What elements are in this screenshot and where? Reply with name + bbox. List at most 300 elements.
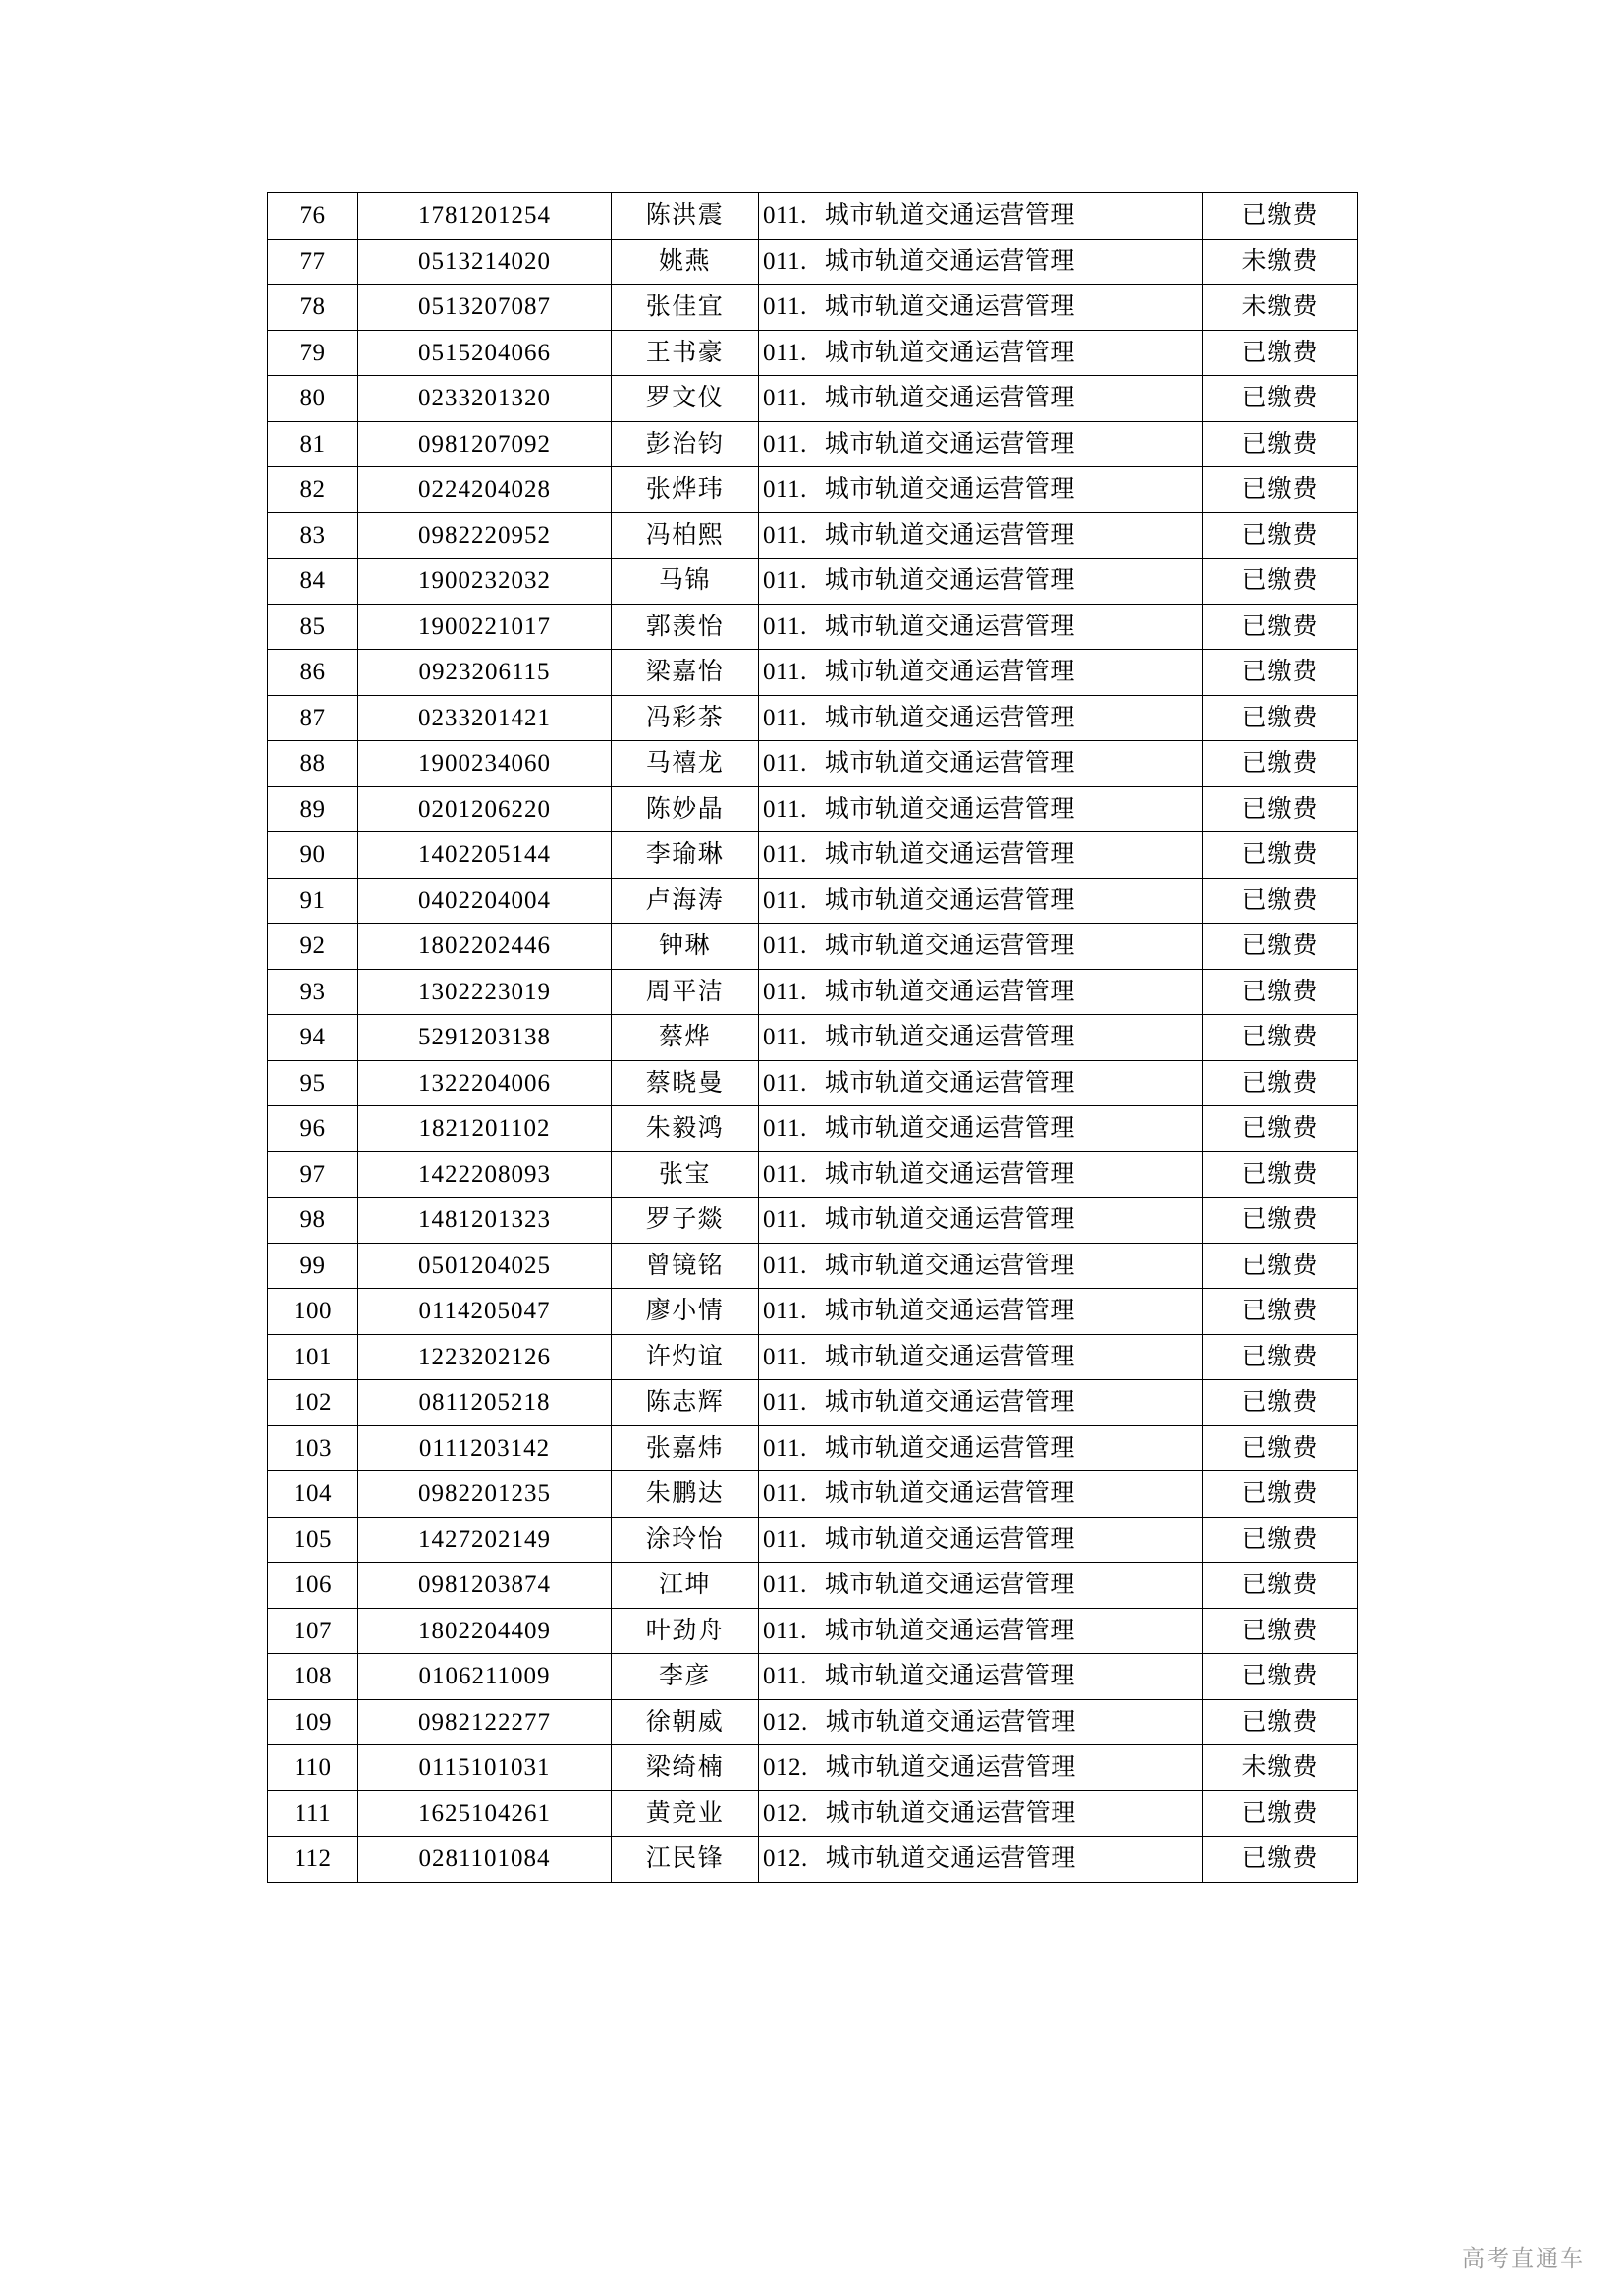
- major-code: 011.: [763, 933, 807, 960]
- major-inner: [763, 1801, 1198, 1826]
- roster-table: [267, 192, 1358, 1883]
- cell-candidate-id: 0402204004: [358, 878, 612, 924]
- cell-payment-status: 已缴费: [1203, 786, 1358, 832]
- cell-student-name: 冯彩茶: [612, 695, 759, 741]
- cell-student-name: 陈洪震: [612, 193, 759, 240]
- cell-student-name: 叶劲舟: [612, 1608, 759, 1654]
- major-code: 012.: [763, 1708, 808, 1735]
- cell-payment-status: 已缴费: [1203, 1837, 1358, 1883]
- major-code: 011.: [763, 1343, 807, 1370]
- cell-student-name: 钟琳: [612, 924, 759, 970]
- major-code: 011.: [763, 1572, 807, 1599]
- major-code: 011.: [763, 1024, 807, 1051]
- cell-payment-status: 已缴费: [1203, 1563, 1358, 1609]
- cell-major: [759, 1699, 1203, 1745]
- table-row: [268, 969, 1358, 1015]
- major-name: 城市轨道交通运营管理: [824, 1572, 1075, 1599]
- cell-major: [759, 1151, 1203, 1198]
- major-name: 城市轨道交通运营管理: [825, 1754, 1076, 1782]
- major-code: 011.: [763, 704, 807, 731]
- major-inner: [763, 980, 1198, 1004]
- major-name: 城市轨道交通运营管理: [824, 430, 1075, 457]
- cell-payment-status: 已缴费: [1203, 1380, 1358, 1426]
- major-code: 011.: [763, 659, 807, 686]
- cell-index: 95: [268, 1060, 358, 1106]
- cell-major: [759, 741, 1203, 787]
- cell-payment-status: 已缴费: [1203, 878, 1358, 924]
- cell-candidate-id: 0982220952: [358, 512, 612, 559]
- major-name: 城市轨道交通运营管理: [824, 1115, 1075, 1143]
- cell-major: [759, 1563, 1203, 1609]
- major-code: 011.: [763, 339, 807, 366]
- cell-major: [759, 1015, 1203, 1061]
- major-code: 011.: [763, 521, 807, 549]
- major-name: 城市轨道交通运营管理: [824, 841, 1075, 869]
- watermark-label: 高考直通车: [1462, 2245, 1585, 2270]
- major-inner: [763, 1071, 1198, 1095]
- cell-payment-status: 已缴费: [1203, 1243, 1358, 1289]
- cell-payment-status: 已缴费: [1203, 1425, 1358, 1471]
- cell-payment-status: 已缴费: [1203, 1060, 1358, 1106]
- cell-index: 89: [268, 786, 358, 832]
- cell-major: [759, 376, 1203, 422]
- major-name: 城市轨道交通运营管理: [824, 1298, 1075, 1325]
- table-row: [268, 1380, 1358, 1426]
- cell-candidate-id: 0281101084: [358, 1837, 612, 1883]
- cell-student-name: 黄竞业: [612, 1790, 759, 1837]
- cell-index: 90: [268, 832, 358, 879]
- major-inner: [763, 1207, 1198, 1232]
- cell-student-name: 李瑜琳: [612, 832, 759, 879]
- cell-student-name: 张烨玮: [612, 467, 759, 513]
- cell-student-name: 许灼谊: [612, 1334, 759, 1380]
- cell-candidate-id: 0982201235: [358, 1471, 612, 1518]
- cell-major: [759, 1380, 1203, 1426]
- major-name: 城市轨道交通运营管理: [824, 886, 1075, 914]
- major-inner: [763, 1755, 1198, 1780]
- cell-index: 98: [268, 1198, 358, 1244]
- table-row: [268, 650, 1358, 696]
- major-code: 011.: [763, 1389, 807, 1416]
- cell-payment-status: 已缴费: [1203, 650, 1358, 696]
- cell-candidate-id: 1900221017: [358, 604, 612, 650]
- cell-index: 104: [268, 1471, 358, 1518]
- major-name: 城市轨道交通运营管理: [825, 1708, 1076, 1735]
- cell-major: [759, 1837, 1203, 1883]
- cell-student-name: 李彦: [612, 1654, 759, 1700]
- major-inner: [763, 1390, 1198, 1415]
- cell-candidate-id: 1821201102: [358, 1106, 612, 1152]
- major-name: 城市轨道交通运营管理: [824, 613, 1075, 640]
- major-inner: [763, 1116, 1198, 1141]
- table-row: [268, 1517, 1358, 1563]
- major-name: 城市轨道交通运营管理: [824, 385, 1075, 412]
- cell-candidate-id: 0515204066: [358, 330, 612, 376]
- major-code: 011.: [763, 613, 807, 640]
- major-name: 城市轨道交通运营管理: [824, 247, 1075, 275]
- table-row: [268, 1699, 1358, 1745]
- major-inner: [763, 1481, 1198, 1506]
- major-code: 011.: [763, 202, 807, 230]
- cell-student-name: 蔡晓曼: [612, 1060, 759, 1106]
- major-code: 011.: [763, 886, 807, 914]
- cell-index: 88: [268, 741, 358, 787]
- major-name: 城市轨道交通运营管理: [824, 933, 1075, 960]
- cell-student-name: 江坤: [612, 1563, 759, 1609]
- cell-major: [759, 1243, 1203, 1289]
- major-code: 011.: [763, 247, 807, 275]
- cell-major: [759, 1060, 1203, 1106]
- major-inner: [763, 294, 1198, 319]
- major-name: 城市轨道交通运营管理: [824, 476, 1075, 504]
- major-inner: [763, 1254, 1198, 1278]
- cell-payment-status: 已缴费: [1203, 559, 1358, 605]
- table-row: [268, 467, 1358, 513]
- cell-candidate-id: 0114205047: [358, 1289, 612, 1335]
- table-row: [268, 1471, 1358, 1518]
- cell-index: 97: [268, 1151, 358, 1198]
- major-name: 城市轨道交通运营管理: [824, 1160, 1075, 1188]
- cell-payment-status: 已缴费: [1203, 695, 1358, 741]
- cell-index: 83: [268, 512, 358, 559]
- cell-index: 111: [268, 1790, 358, 1837]
- cell-major: [759, 695, 1203, 741]
- table-row: [268, 1425, 1358, 1471]
- major-inner: [763, 1664, 1198, 1688]
- cell-student-name: 张宝: [612, 1151, 759, 1198]
- cell-payment-status: 已缴费: [1203, 1106, 1358, 1152]
- cell-candidate-id: 0233201320: [358, 376, 612, 422]
- cell-payment-status: 已缴费: [1203, 924, 1358, 970]
- cell-index: 92: [268, 924, 358, 970]
- major-name: 城市轨道交通运营管理: [824, 1617, 1075, 1644]
- major-name: 城市轨道交通运营管理: [824, 1343, 1075, 1370]
- major-code: 011.: [763, 1525, 807, 1553]
- cell-index: 105: [268, 1517, 358, 1563]
- cell-index: 87: [268, 695, 358, 741]
- cell-candidate-id: 1223202126: [358, 1334, 612, 1380]
- cell-payment-status: 已缴费: [1203, 1015, 1358, 1061]
- major-name: 城市轨道交通运营管理: [824, 567, 1075, 595]
- cell-major: [759, 1425, 1203, 1471]
- cell-student-name: 涂玲怡: [612, 1517, 759, 1563]
- major-code: 011.: [763, 294, 807, 321]
- cell-student-name: 王书豪: [612, 330, 759, 376]
- cell-index: 86: [268, 650, 358, 696]
- cell-student-name: 冯柏熙: [612, 512, 759, 559]
- table-row: [268, 1563, 1358, 1609]
- major-code: 011.: [763, 1069, 807, 1096]
- cell-candidate-id: 0224204028: [358, 467, 612, 513]
- major-name: 城市轨道交通运营管理: [824, 795, 1075, 823]
- cell-candidate-id: 0513214020: [358, 239, 612, 285]
- cell-student-name: 卢海涛: [612, 878, 759, 924]
- cell-payment-status: 已缴费: [1203, 193, 1358, 240]
- cell-index: 99: [268, 1243, 358, 1289]
- cell-student-name: 张嘉炜: [612, 1425, 759, 1471]
- cell-index: 81: [268, 421, 358, 467]
- cell-student-name: 张佳宜: [612, 285, 759, 331]
- cell-candidate-id: 0981207092: [358, 421, 612, 467]
- cell-major: [759, 1334, 1203, 1380]
- cell-major: [759, 285, 1203, 331]
- cell-student-name: 徐朝威: [612, 1699, 759, 1745]
- major-inner: [763, 249, 1198, 274]
- cell-major: [759, 1198, 1203, 1244]
- cell-index: 103: [268, 1425, 358, 1471]
- table-row: [268, 1289, 1358, 1335]
- cell-candidate-id: 0115101031: [358, 1745, 612, 1791]
- cell-candidate-id: 1900234060: [358, 741, 612, 787]
- table-row: [268, 1608, 1358, 1654]
- cell-index: 102: [268, 1380, 358, 1426]
- cell-major: [759, 330, 1203, 376]
- cell-index: 91: [268, 878, 358, 924]
- major-name: 城市轨道交通运营管理: [824, 659, 1075, 686]
- cell-payment-status: 已缴费: [1203, 1654, 1358, 1700]
- cell-payment-status: 已缴费: [1203, 1790, 1358, 1837]
- cell-index: 108: [268, 1654, 358, 1700]
- major-code: 011.: [763, 1617, 807, 1644]
- cell-student-name: 罗文仪: [612, 376, 759, 422]
- major-name: 城市轨道交通运营管理: [825, 1845, 1076, 1873]
- major-name: 城市轨道交通运营管理: [824, 1434, 1075, 1462]
- cell-index: 80: [268, 376, 358, 422]
- cell-candidate-id: 1625104261: [358, 1790, 612, 1837]
- table-row: [268, 376, 1358, 422]
- major-inner: [763, 706, 1198, 730]
- cell-major: [759, 650, 1203, 696]
- cell-major: [759, 1517, 1203, 1563]
- major-inner: [763, 934, 1198, 958]
- major-name: 城市轨道交通运营管理: [824, 339, 1075, 366]
- cell-candidate-id: 1422208093: [358, 1151, 612, 1198]
- table-row: [268, 695, 1358, 741]
- table-row: [268, 1151, 1358, 1198]
- major-code: 012.: [763, 1799, 808, 1827]
- table-row: [268, 1745, 1358, 1791]
- major-inner: [763, 203, 1198, 228]
- major-inner: [763, 1846, 1198, 1871]
- major-inner: [763, 523, 1198, 548]
- cell-payment-status: 未缴费: [1203, 1745, 1358, 1791]
- cell-major: [759, 559, 1203, 605]
- cell-student-name: 朱毅鸿: [612, 1106, 759, 1152]
- major-inner: [763, 614, 1198, 639]
- major-name: 城市轨道交通运营管理: [824, 294, 1075, 321]
- cell-major: [759, 193, 1203, 240]
- major-inner: [763, 842, 1198, 867]
- cell-payment-status: 已缴费: [1203, 421, 1358, 467]
- major-name: 城市轨道交通运营管理: [824, 1206, 1075, 1234]
- cell-index: 110: [268, 1745, 358, 1791]
- major-inner: [763, 568, 1198, 593]
- major-inner: [763, 1162, 1198, 1187]
- cell-candidate-id: 1900232032: [358, 559, 612, 605]
- cell-index: 96: [268, 1106, 358, 1152]
- cell-student-name: 彭治钧: [612, 421, 759, 467]
- cell-candidate-id: 0923206115: [358, 650, 612, 696]
- major-name: 城市轨道交通运营管理: [825, 1799, 1076, 1827]
- major-name: 城市轨道交通运营管理: [824, 1663, 1075, 1690]
- major-code: 011.: [763, 385, 807, 412]
- table-row: [268, 239, 1358, 285]
- major-code: 011.: [763, 476, 807, 504]
- major-code: 011.: [763, 430, 807, 457]
- cell-candidate-id: 1402205144: [358, 832, 612, 879]
- cell-index: 109: [268, 1699, 358, 1745]
- cell-major: [759, 1745, 1203, 1791]
- cell-candidate-id: 0811205218: [358, 1380, 612, 1426]
- table-row: [268, 741, 1358, 787]
- table-row: [268, 285, 1358, 331]
- cell-candidate-id: 0982122277: [358, 1699, 612, 1745]
- cell-payment-status: 已缴费: [1203, 1517, 1358, 1563]
- major-code: 012.: [763, 1845, 808, 1873]
- major-inner: [763, 432, 1198, 456]
- table-row: [268, 1060, 1358, 1106]
- cell-payment-status: 未缴费: [1203, 239, 1358, 285]
- cell-index: 107: [268, 1608, 358, 1654]
- cell-payment-status: 已缴费: [1203, 376, 1358, 422]
- major-code: 011.: [763, 1434, 807, 1462]
- table-row: [268, 421, 1358, 467]
- major-inner: [763, 1299, 1198, 1323]
- cell-payment-status: 已缴费: [1203, 604, 1358, 650]
- cell-major: [759, 1106, 1203, 1152]
- roster-table-container: [267, 192, 1357, 1883]
- cell-candidate-id: 1802204409: [358, 1608, 612, 1654]
- cell-payment-status: 已缴费: [1203, 1198, 1358, 1244]
- major-code: 011.: [763, 978, 807, 1005]
- major-code: 011.: [763, 1480, 807, 1508]
- major-inner: [763, 1527, 1198, 1552]
- cell-candidate-id: 1427202149: [358, 1517, 612, 1563]
- cell-major: [759, 1608, 1203, 1654]
- cell-candidate-id: 0233201421: [358, 695, 612, 741]
- table-row: [268, 832, 1358, 879]
- cell-student-name: 廖小情: [612, 1289, 759, 1335]
- table-row: [268, 1334, 1358, 1380]
- cell-candidate-id: 5291203138: [358, 1015, 612, 1061]
- cell-major: [759, 969, 1203, 1015]
- cell-student-name: 江民锋: [612, 1837, 759, 1883]
- cell-index: 78: [268, 285, 358, 331]
- cell-index: 112: [268, 1837, 358, 1883]
- cell-major: [759, 1289, 1203, 1335]
- major-inner: [763, 751, 1198, 775]
- major-inner: [763, 1619, 1198, 1643]
- cell-student-name: 朱鹏达: [612, 1471, 759, 1518]
- table-row: [268, 786, 1358, 832]
- major-inner: [763, 1436, 1198, 1461]
- cell-payment-status: 已缴费: [1203, 330, 1358, 376]
- cell-index: 106: [268, 1563, 358, 1609]
- cell-index: 101: [268, 1334, 358, 1380]
- major-code: 012.: [763, 1754, 808, 1782]
- cell-index: 79: [268, 330, 358, 376]
- cell-student-name: 陈妙晶: [612, 786, 759, 832]
- cell-candidate-id: 0111203142: [358, 1425, 612, 1471]
- cell-candidate-id: 0501204025: [358, 1243, 612, 1289]
- major-code: 011.: [763, 795, 807, 823]
- cell-candidate-id: 0106211009: [358, 1654, 612, 1700]
- cell-major: [759, 1654, 1203, 1700]
- major-name: 城市轨道交通运营管理: [824, 1024, 1075, 1051]
- major-code: 011.: [763, 1160, 807, 1188]
- major-inner: [763, 477, 1198, 502]
- cell-payment-status: 已缴费: [1203, 832, 1358, 879]
- cell-index: 94: [268, 1015, 358, 1061]
- cell-major: [759, 604, 1203, 650]
- cell-payment-status: 已缴费: [1203, 969, 1358, 1015]
- cell-candidate-id: 1781201254: [358, 193, 612, 240]
- table-row: [268, 1198, 1358, 1244]
- table-row: [268, 559, 1358, 605]
- table-row: [268, 1106, 1358, 1152]
- major-inner: [763, 888, 1198, 913]
- cell-major: [759, 832, 1203, 879]
- table-row: [268, 924, 1358, 970]
- cell-major: [759, 878, 1203, 924]
- cell-index: 93: [268, 969, 358, 1015]
- table-row: [268, 193, 1358, 240]
- major-code: 011.: [763, 1115, 807, 1143]
- cell-candidate-id: 0513207087: [358, 285, 612, 331]
- cell-major: [759, 512, 1203, 559]
- cell-candidate-id: 1802202446: [358, 924, 612, 970]
- major-code: 011.: [763, 1206, 807, 1234]
- major-name: 城市轨道交通运营管理: [824, 202, 1075, 230]
- cell-major: [759, 421, 1203, 467]
- cell-major: [759, 1471, 1203, 1518]
- cell-major: [759, 467, 1203, 513]
- cell-payment-status: 已缴费: [1203, 1334, 1358, 1380]
- major-name: 城市轨道交通运营管理: [824, 1069, 1075, 1096]
- major-inner: [763, 1025, 1198, 1049]
- cell-student-name: 周平洁: [612, 969, 759, 1015]
- cell-index: 100: [268, 1289, 358, 1335]
- cell-student-name: 陈志辉: [612, 1380, 759, 1426]
- cell-candidate-id: 0201206220: [358, 786, 612, 832]
- major-name: 城市轨道交通运营管理: [824, 704, 1075, 731]
- cell-candidate-id: 1322204006: [358, 1060, 612, 1106]
- cell-payment-status: 已缴费: [1203, 1289, 1358, 1335]
- cell-student-name: 蔡烨: [612, 1015, 759, 1061]
- cell-student-name: 梁嘉怡: [612, 650, 759, 696]
- major-name: 城市轨道交通运营管理: [824, 1389, 1075, 1416]
- table-row: [268, 878, 1358, 924]
- major-code: 011.: [763, 1298, 807, 1325]
- major-inner: [763, 1345, 1198, 1369]
- table-row: [268, 1837, 1358, 1883]
- major-code: 011.: [763, 1252, 807, 1279]
- cell-major: [759, 1790, 1203, 1837]
- cell-candidate-id: 0981203874: [358, 1563, 612, 1609]
- major-inner: [763, 797, 1198, 822]
- major-code: 011.: [763, 841, 807, 869]
- major-inner: [763, 341, 1198, 365]
- cell-student-name: 马禧龙: [612, 741, 759, 787]
- cell-major: [759, 786, 1203, 832]
- major-inner: [763, 1710, 1198, 1735]
- cell-student-name: 姚燕: [612, 239, 759, 285]
- cell-payment-status: 已缴费: [1203, 1699, 1358, 1745]
- cell-index: 85: [268, 604, 358, 650]
- cell-payment-status: 已缴费: [1203, 741, 1358, 787]
- major-name: 城市轨道交通运营管理: [824, 1480, 1075, 1508]
- cell-payment-status: 已缴费: [1203, 1608, 1358, 1654]
